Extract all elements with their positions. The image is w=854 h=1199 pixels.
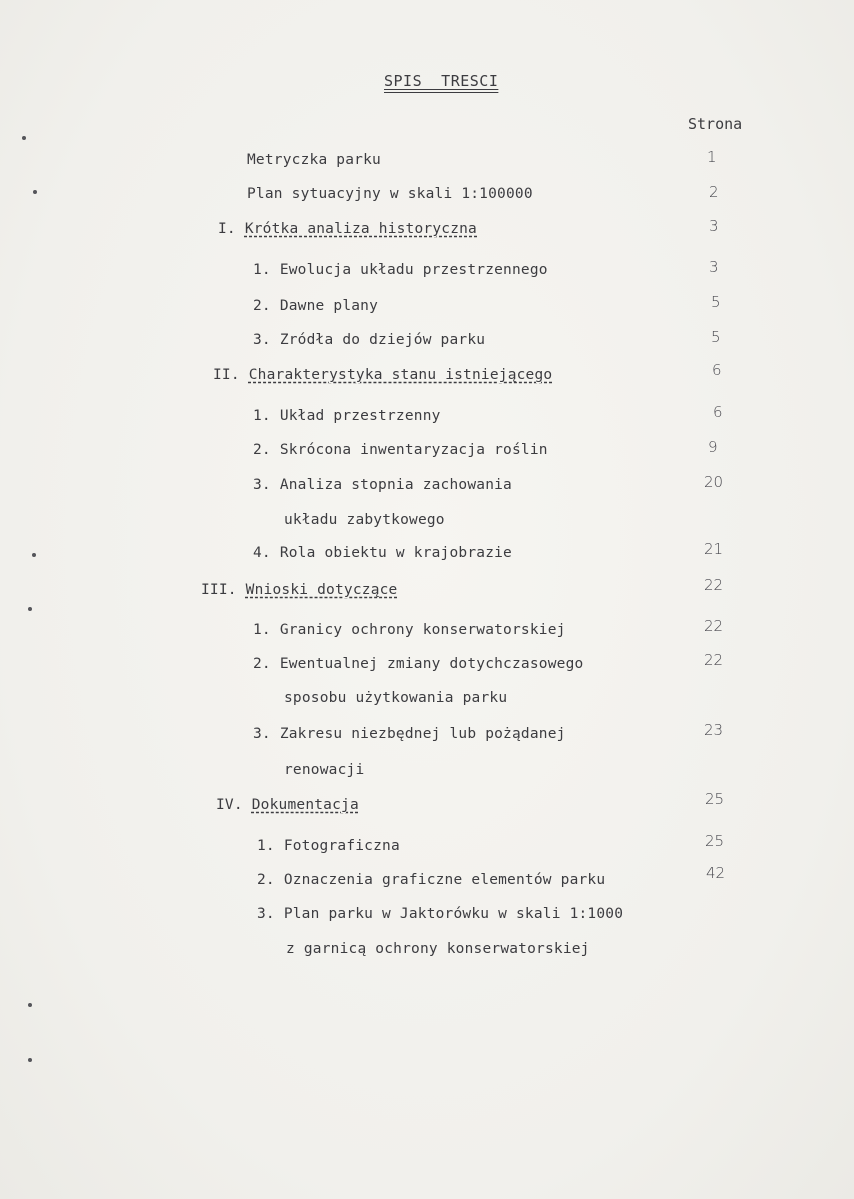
- toc-entry-continuation: sposobu użytkowania parku: [284, 690, 508, 706]
- toc-entry: 2. Dawne plany: [253, 298, 379, 314]
- toc-section-heading: IV. Dokumentacja: [216, 797, 359, 813]
- toc-entry: 1. Ewolucja układu przestrzennego: [253, 262, 548, 278]
- page-title: SPIS TRESCI: [384, 72, 499, 90]
- toc-page-number: 1: [707, 148, 717, 166]
- toc-page-number: 9: [708, 438, 718, 456]
- toc-entry-continuation: z garnicą ochrony konserwatorskiej: [286, 941, 590, 957]
- toc-entry: 3. Zródła do dziejów parku: [253, 332, 486, 348]
- toc-page-number: 5: [711, 328, 721, 346]
- toc-page-number: 22: [704, 617, 724, 635]
- margin-dot: [28, 607, 32, 611]
- toc-entry-continuation: renowacji: [284, 762, 365, 778]
- toc-section-heading: I. Krótka analiza historyczna: [218, 221, 477, 237]
- toc-page-number: 5: [711, 293, 721, 311]
- toc-section-heading: II. Charakterystyka stanu istniejącego: [213, 367, 553, 383]
- toc-entry: 2. Ewentualnej zmiany dotychczasowego: [253, 656, 584, 672]
- page-column-header: Strona: [688, 115, 743, 133]
- toc-page-number: 2: [709, 183, 719, 201]
- toc-entry-continuation: układu zabytkowego: [284, 512, 445, 528]
- toc-page-number: 22: [704, 651, 724, 669]
- toc-page-number: 22: [704, 576, 724, 594]
- toc-page-number: 3: [709, 217, 719, 235]
- margin-dot: [28, 1003, 32, 1007]
- margin-dot: [22, 136, 26, 140]
- toc-entry: 1. Granicy ochrony konserwatorskiej: [253, 622, 566, 638]
- toc-section-heading: III. Wnioski dotyczące: [201, 582, 398, 598]
- toc-entry: 1. Układ przestrzenny: [253, 408, 441, 424]
- toc-page-number: 25: [705, 790, 725, 808]
- toc-entry: Metryczka parku: [247, 152, 381, 168]
- toc-entry: Plan sytuacyjny w skali 1:100000: [247, 186, 533, 202]
- toc-page-number: 21: [704, 540, 724, 558]
- toc-entry: 3. Plan parku w Jaktorówku w skali 1:1000: [257, 906, 624, 922]
- margin-dot: [32, 553, 36, 557]
- toc-page-number: 23: [704, 721, 724, 739]
- toc-page-number: 6: [713, 403, 723, 421]
- toc-page-number: 6: [712, 361, 722, 379]
- toc-entry: 4. Rola obiektu w krajobrazie: [253, 545, 512, 561]
- toc-page-number: 20: [704, 473, 724, 491]
- toc-page-number: 42: [706, 864, 726, 882]
- toc-entry: 3. Analiza stopnia zachowania: [253, 477, 512, 493]
- toc-page-number: 25: [705, 832, 725, 850]
- margin-dot: [33, 190, 37, 194]
- toc-entry: 1. Fotograficzna: [257, 838, 400, 854]
- toc-entry: 3. Zakresu niezbędnej lub pożądanej: [253, 726, 566, 742]
- margin-dot: [28, 1058, 32, 1062]
- toc-page-number: 3: [709, 258, 719, 276]
- toc-entry: 2. Oznaczenia graficzne elementów parku: [257, 872, 606, 888]
- toc-entry: 2. Skrócona inwentaryzacja roślin: [253, 442, 548, 458]
